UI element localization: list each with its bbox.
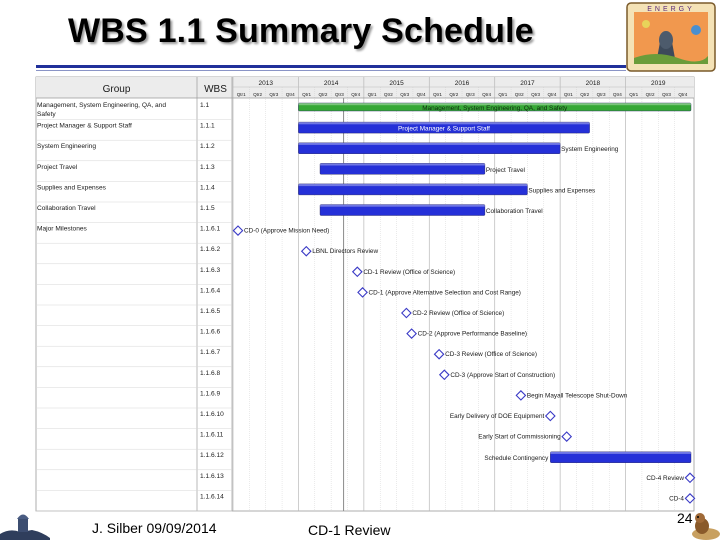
quarter-tick-label: Qtr2 bbox=[514, 92, 524, 97]
row-wbs-code: 1.1 bbox=[200, 102, 210, 109]
telescope-illustration bbox=[0, 510, 50, 540]
row-wbs-code: 1.1.6.12 bbox=[200, 452, 224, 460]
year-tick-label: 2014 bbox=[323, 80, 339, 87]
bar-highlight bbox=[298, 184, 527, 186]
milestone-label: CD-3 Review (Office of Science) bbox=[445, 351, 537, 359]
slide-title: WBS 1.1 Summary Schedule bbox=[68, 12, 534, 50]
bar-label: Schedule Contingency bbox=[484, 455, 549, 463]
year-tick-label: 2018 bbox=[585, 80, 601, 87]
row-wbs-code: 1.1.6.13 bbox=[200, 472, 224, 480]
wbs-column-header: WBS bbox=[204, 84, 227, 95]
quarter-tick-label: Qtr4 bbox=[351, 92, 361, 97]
row-group-label: Project Manager & Support Staff bbox=[37, 122, 132, 130]
milestone-label: CD-1 (Approve Alternative Selection and Cost Range) bbox=[368, 289, 521, 297]
group-column-header: Group bbox=[102, 84, 131, 95]
bar-highlight bbox=[320, 163, 485, 165]
quarter-tick-label: Qtr1 bbox=[629, 92, 639, 97]
row-group-label: Major Milestones bbox=[37, 225, 87, 233]
milestone-label: Begin Mayall Telescope Shut-Down bbox=[526, 392, 628, 400]
row-group-label: Project Travel bbox=[37, 163, 78, 171]
row-wbs-code: 1.1.6.11 bbox=[200, 431, 224, 439]
row-wbs-code: 1.1.4 bbox=[200, 184, 215, 192]
row-group-label-line: Management, System Engineering, QA, and bbox=[37, 102, 167, 109]
row-group-label-line: Safety bbox=[37, 111, 56, 118]
quarter-tick-label: Qtr4 bbox=[416, 92, 426, 97]
bar-label: Project Travel bbox=[485, 166, 525, 174]
row-wbs-code: 1.1.1 bbox=[200, 122, 215, 130]
quarter-tick-label: Qtr1 bbox=[498, 92, 508, 97]
row-wbs-code: 1.1.6.14 bbox=[200, 493, 224, 501]
milestone-label: CD-1 Review (Office of Science) bbox=[363, 268, 456, 276]
row-wbs-code: 1.1.6.6 bbox=[200, 328, 221, 336]
row-wbs-code: 1.1.6.2 bbox=[200, 246, 221, 254]
row-wbs-code: 1.1.6.7 bbox=[200, 349, 221, 357]
milestone-label: CD-2 (Approve Performance Baseline) bbox=[417, 330, 528, 338]
row-wbs-code: 1.1.2 bbox=[200, 143, 215, 151]
quarter-tick-label: Qtr1 bbox=[563, 92, 573, 97]
year-tick-label: 2016 bbox=[454, 80, 470, 87]
milestone-label: Early Start of Commissioning bbox=[478, 433, 561, 441]
row-wbs-code: 1.1.6.8 bbox=[200, 369, 221, 377]
bar-highlight bbox=[320, 205, 485, 207]
milestone-label: CD-0 (Approve Mission Need) bbox=[244, 227, 330, 235]
footer-review-name: CD-1 Review bbox=[308, 522, 391, 538]
row-group-label: System Engineering bbox=[37, 143, 97, 151]
quarter-tick-label: Qtr3 bbox=[596, 92, 606, 97]
quarter-tick-label: Qtr3 bbox=[269, 92, 279, 97]
milestone-label: Early Delivery of DOE Equipment bbox=[449, 413, 545, 420]
quarter-tick-label: Qtr3 bbox=[465, 92, 475, 97]
row-wbs-code: 1.1.6.3 bbox=[200, 266, 221, 274]
row-wbs-code: 1.1.6.1 bbox=[200, 225, 221, 233]
quarter-tick-label: Qtr3 bbox=[531, 92, 541, 97]
year-tick-label: 2013 bbox=[258, 80, 273, 87]
quarter-tick-label: Qtr2 bbox=[449, 92, 459, 97]
row-wbs-code: 1.1.6.9 bbox=[200, 390, 221, 398]
quarter-tick-label: Qtr1 bbox=[367, 92, 377, 97]
milestone-label: CD-2 Review (Office of Science) bbox=[412, 310, 505, 317]
year-tick-label: 2017 bbox=[520, 80, 535, 87]
quarter-tick-label: Qtr1 bbox=[432, 92, 442, 97]
bar-label: System Engineering bbox=[561, 146, 619, 154]
quarter-tick-label: Qtr3 bbox=[334, 92, 344, 97]
quarter-tick-label: Qtr1 bbox=[236, 92, 246, 97]
quarter-tick-label: Qtr2 bbox=[383, 92, 393, 97]
logo-text: ENERGY bbox=[647, 6, 695, 13]
row-group-label: Collaboration Travel bbox=[37, 205, 96, 212]
quarter-tick-label: Qtr2 bbox=[580, 92, 590, 97]
quarter-tick-label: Qtr1 bbox=[302, 92, 312, 97]
bar-label: Supplies and Expenses bbox=[528, 187, 596, 195]
bar-label: Collaboration Travel bbox=[485, 208, 543, 215]
footer-author-date: J. Silber 09/09/2014 bbox=[92, 520, 217, 536]
bar-highlight bbox=[298, 122, 589, 124]
quarter-tick-label: Qtr2 bbox=[645, 92, 655, 97]
row-wbs-code: 1.1.6.10 bbox=[200, 411, 224, 418]
milestone-label: CD-4 bbox=[669, 495, 684, 503]
row-wbs-code: 1.1.3 bbox=[200, 163, 215, 171]
quarter-tick-label: Qtr4 bbox=[612, 92, 622, 97]
quarter-tick-label: Qtr3 bbox=[661, 92, 671, 97]
milestone-label: CD-3 (Approve Start of Construction) bbox=[450, 371, 556, 379]
milestone-label: CD-4 Review bbox=[646, 474, 684, 482]
quarter-tick-label: Qtr4 bbox=[285, 92, 295, 97]
row-wbs-code: 1.1.6.4 bbox=[200, 287, 221, 295]
bar-highlight bbox=[550, 452, 691, 454]
quarter-tick-label: Qtr2 bbox=[253, 92, 263, 97]
milestone-label: LBNL Directors Review bbox=[312, 248, 379, 256]
quarter-tick-label: Qtr4 bbox=[547, 92, 557, 97]
row-wbs-code: 1.1.6.5 bbox=[200, 308, 221, 315]
cartoon-character-illustration bbox=[686, 508, 720, 540]
quarter-tick-label: Qtr4 bbox=[678, 92, 688, 97]
bar-label: Project Manager & Support Staff bbox=[398, 125, 490, 133]
row-wbs-code: 1.1.5 bbox=[200, 205, 215, 212]
quarter-tick-label: Qtr3 bbox=[400, 92, 410, 97]
year-tick-label: 2019 bbox=[651, 80, 666, 87]
quarter-tick-label: Qtr4 bbox=[482, 92, 492, 97]
row-group-label: Supplies and Expenses bbox=[37, 184, 106, 192]
bar-highlight bbox=[298, 143, 560, 145]
page-number: 24 bbox=[677, 510, 693, 526]
quarter-tick-label: Qtr2 bbox=[318, 92, 328, 97]
year-tick-label: 2015 bbox=[389, 80, 404, 87]
bar-label: Management, System Engineering, QA, and Safety bbox=[422, 105, 568, 112]
